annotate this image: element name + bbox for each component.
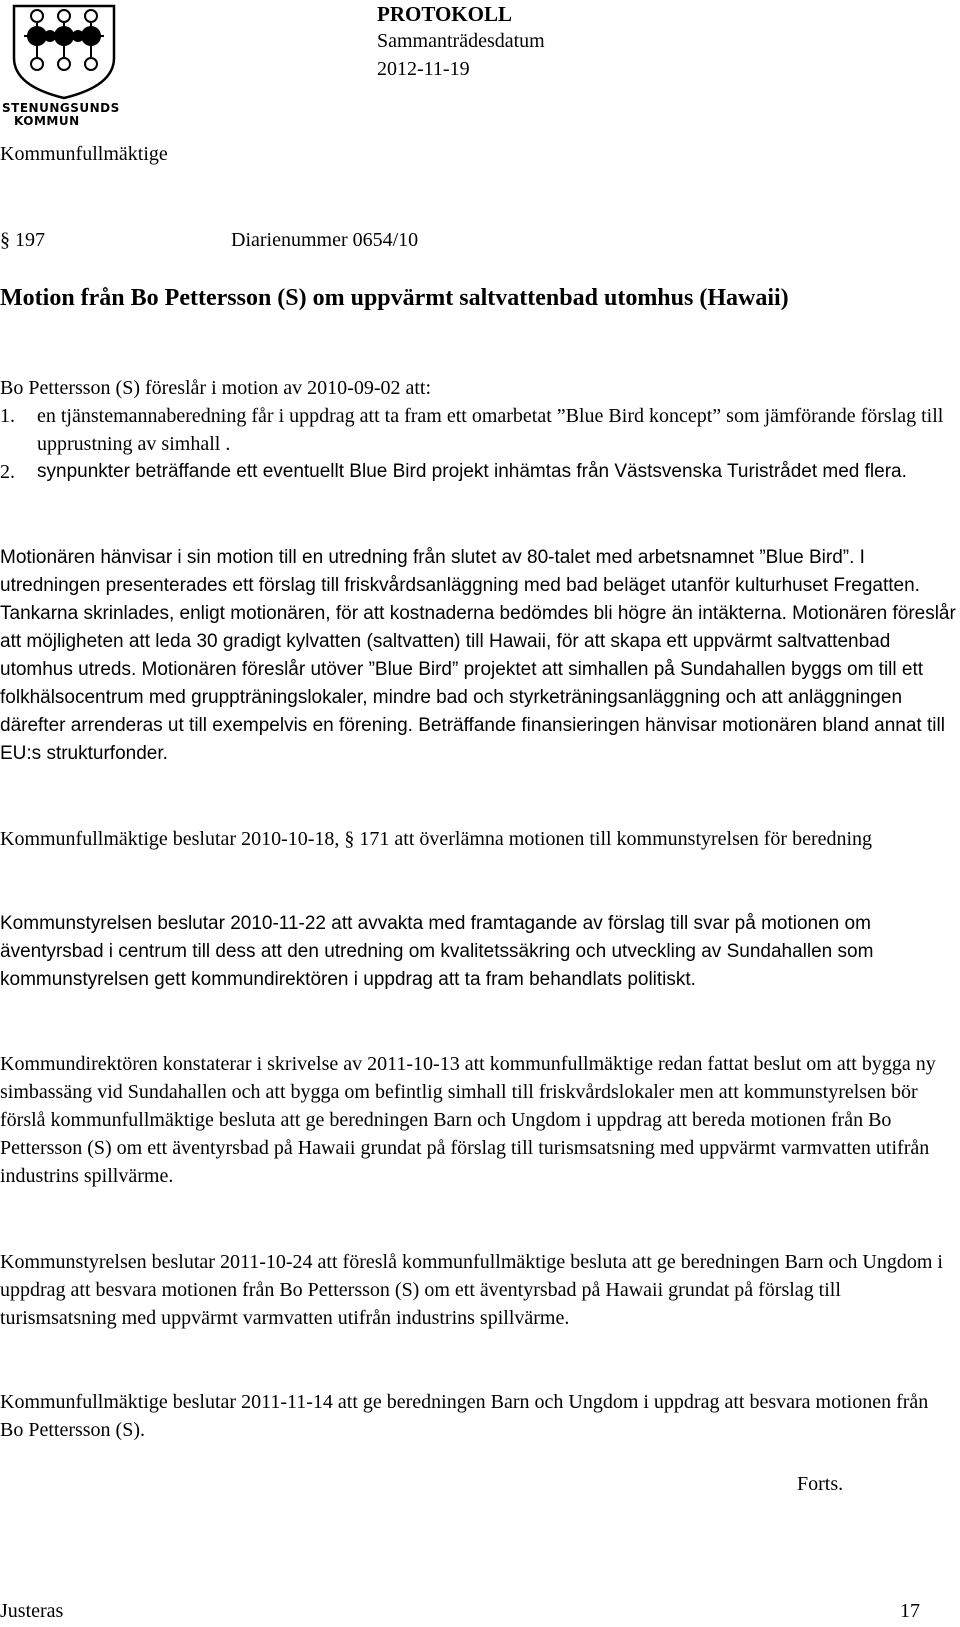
section-number: § 197 [0, 229, 45, 251]
list-item-text: en tjänstemannaberedning får i uppdrag att ta fram ett omarbetat ”Blue Bird koncept” som jämförande förslag till upprustning av simhall . [37, 405, 944, 455]
document-type: PROTOKOLL [377, 2, 512, 26]
paragraph-ks-2011: Kommunstyrelsen beslutar 2011-10-24 att föreslå kommunfullmäktige besluta att ge beredningen Barn och Ungdom i uppdrag att besvara motionen från Bo Pettersson (S) om ett äventyrsbad på Hawaii grundat på förslag till turismsatsning med uppvärmt varmvatten utifrån industrins spillvärme. [0, 1251, 943, 1329]
logo-text-line1: STENUNGSUNDS [2, 101, 120, 115]
intro-text: Bo Pettersson (S) föreslår i motion av 2010-09-02 att: [0, 377, 432, 399]
list-item-text: synpunkter beträffande ett eventuellt Blue Bird projekt inhämtas från Västsvenska Turistrådet med flera. [37, 461, 907, 482]
list-item-number: 2. [0, 461, 15, 483]
page-title: Motion från Bo Pettersson (S) om uppvärmt saltvattenbad utomhus (Hawaii) [0, 285, 789, 311]
section-line [0, 226, 956, 254]
municipality-logo [0, 2, 120, 130]
paragraph-motion: Motionären hänvisar i sin motion till en utredning från slutet av 80-talet med arbetsnamnet ”Blue Bird”. I utredningen presenterades ett förslag till friskvårdsanläggning med bad beläget utanför kulturhuset Fregatten. Tankarna skrinlades, enligt motionären, för att kostnaderna bedömdes bli högre än intäkterna. Motionären föreslår att möjligheten att leda 30 gradigt kylvatten (saltvatten) till Hawaii, för att skapa ett uppvärmt saltvattenbad utomhus utreds. Motionären föreslår utöver ”Blue Bird” projektet att simhallen på Sundahallen byggs om till ett folkhälsocentrum med gruppträningslokaler, mindre bad och styrketräningsanläggning och att anläggningen därefter arrenderas ut till exempelvis en förening. Beträffande finansieringen hänvisar motionären bland annat till EU:s strukturfonder. [0, 547, 956, 764]
footer-justeras: Justeras [0, 1600, 64, 1622]
logo-text-line2: KOMMUN [14, 114, 80, 128]
crest-icon [10, 2, 118, 100]
page-number: 17 [900, 1600, 920, 1622]
continued-label: Forts. [797, 1473, 844, 1495]
assembly-name: Kommunfullmäktige [0, 143, 168, 165]
meeting-date-label: Sammanträdesdatum [377, 30, 545, 52]
paragraph-kf-2010: Kommunfullmäktige beslutar 2010-10-18, § 171 att överlämna motionen till kommunstyrelsen för beredning [0, 828, 873, 850]
meeting-date: 2012-11-19 [377, 58, 470, 80]
paragraph-ks-2010: Kommunstyrelsen beslutar 2010-11-22 att avvakta med framtagande av förslag till svar på motionen om äventyrsbad i centrum till dess att den utredning om kvalitetssäkring och utveckling av Sundahallen som kommunstyrelsen gett kommundirektören i uppdrag att ta fram behandlats politiskt. [0, 913, 874, 990]
paragraph-kf-2011: Kommunfullmäktige beslutar 2011-11-14 att ge beredningen Barn och Ungdom i uppdrag att besvara motionen från Bo Pettersson (S). [0, 1391, 929, 1441]
diarienummer: Diarienummer 0654/10 [231, 229, 419, 251]
list-item-number: 1. [0, 405, 15, 427]
paragraph-kd-2011: Kommundirektören konstaterar i skrivelse av 2011-10-13 att kommunfullmäktige redan fattat beslut om att bygga ny simbassäng vid Sundahallen och att bygga om befintlig simhall till friskvårdslokaler men att kommunstyrelsen bör förslå kommunfullmäktige besluta att ge beredningen Barn och Ungdom i uppdrag att bereda motionen från Bo Pettersson (S) om ett äventyrsbad på Hawaii grundat på förslag till turismsatsning med uppvärmt varmvatten utifrån industrins spillvärme. [0, 1053, 936, 1187]
